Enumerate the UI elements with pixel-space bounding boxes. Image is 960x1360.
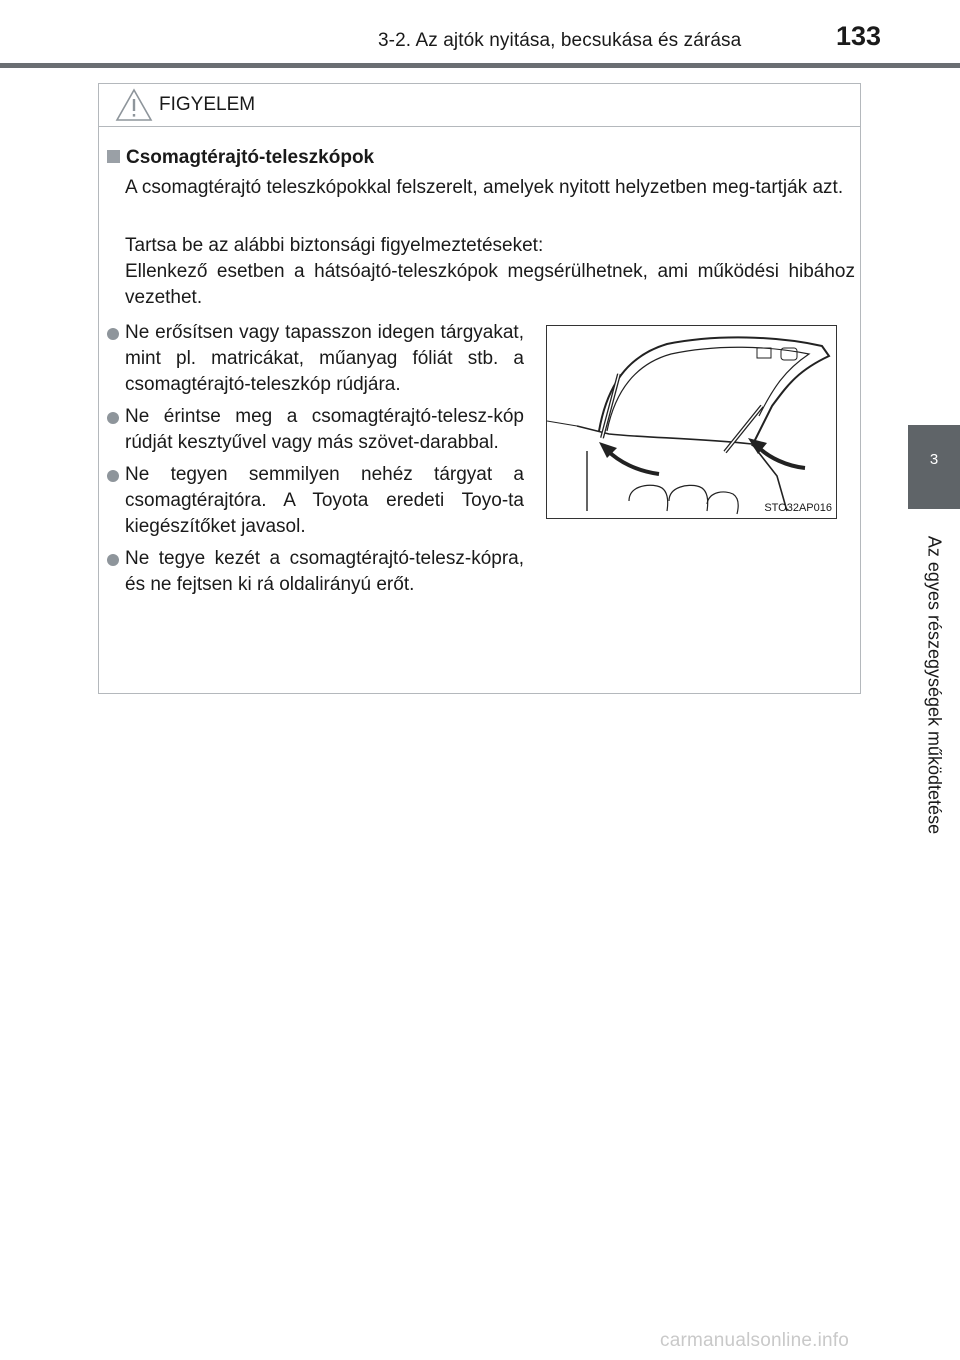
list-item [107,546,524,598]
tailgate-drawing [547,326,836,518]
section-heading [107,147,374,169]
chapter-number: 3 [929,451,939,468]
bullet-text: Ne tegye kezét a csomagtérajtó-telesz-kópra, és ne fejtsen ki rá oldalirányú erőt. [125,548,524,595]
bullet-dot-icon [107,412,119,424]
square-bullet-icon [107,150,120,163]
list-item [107,462,524,540]
warning-bullet-list [107,320,524,604]
tailgate-strut-illustration [546,325,837,519]
bullet-text: Ne érintse meg a csomagtérajtó-telesz-kóp rúdját kesztyűvel vagy más szövet-darabbal. [125,406,524,453]
warning-title: FIGYELEM [159,94,256,115]
header-rule [0,63,960,68]
chapter-title: Az egyes részegységek működtetése [924,535,945,835]
bullet-text: Ne tegyen semmilyen nehéz tárgyat a csomagtérajtóra. A Toyota eredeti Toyo-ta kiegészítőket javasol. [125,464,524,537]
instruction-line: Tartsa be az alábbi biztonsági figyelmeztetéseket: [125,235,544,256]
figure-code: STO32AP016 [764,502,832,514]
warning-header [99,84,860,127]
consequence-line: Ellenkező esetben a hátsóajtó-teleszkópok megsérülhetnek, ami működési hibához vezethet. [125,261,855,308]
chapter-tab [908,425,960,509]
bullet-dot-icon [107,554,119,566]
instruction-paragraph [125,233,855,311]
list-item [107,320,524,398]
section-heading-text: Csomagtérajtó-teleszkópok [126,147,375,168]
watermark: carmanualsonline.info [660,1330,850,1351]
intro-paragraph: A csomagtérajtó teleszkópokkal felszerelt, amelyek nyitott helyzetben meg-tartják azt. [125,177,844,198]
warning-box [98,83,861,694]
list-item [107,404,524,456]
bullet-dot-icon [107,470,119,482]
bullet-text: Ne erősítsen vagy tapasszon idegen tárgyakat, mint pl. matricákat, műanyag fóliát stb. a csomagtérajtó-teleszkóp rúdjára. [125,322,524,395]
page-number: 133 [836,21,882,51]
section-title: 3-2. Az ajtók nyitása, becsukása és zárása [378,30,742,51]
warning-triangle-icon [115,88,153,122]
bullet-dot-icon [107,328,119,340]
